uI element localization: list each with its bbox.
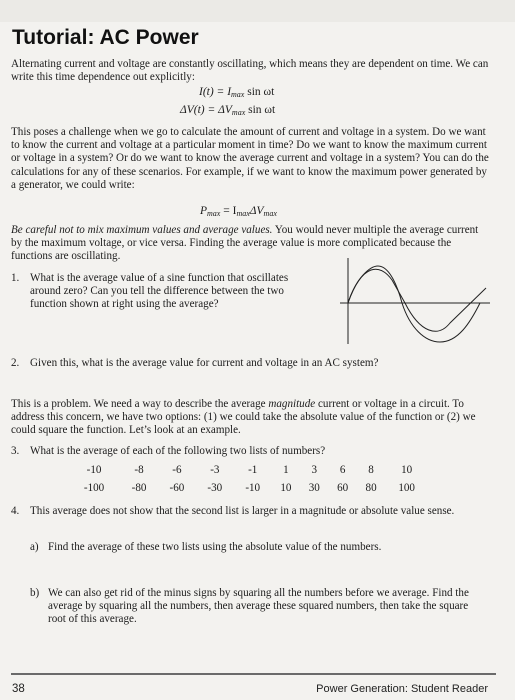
careful-rest: You would never multiple the average current by the maximum voltage, or vice versa. Finding the average value is more complicated because the functions are oscillating. <box>11 224 479 263</box>
q4-number: 4. <box>11 505 20 517</box>
eq3-p-sub: max <box>207 209 221 218</box>
equation-voltage <box>180 104 275 117</box>
footer-divider <box>11 673 496 675</box>
eq3-v-sub: max <box>263 209 277 218</box>
q4a-number: a) <box>30 541 39 553</box>
problem-pre: This is a problem. We need a way to describe the average <box>11 398 269 410</box>
q4b-number: b) <box>30 587 40 599</box>
sine-functions-figure <box>340 258 490 348</box>
eq3-eq: = I <box>220 205 237 217</box>
problem-italic: magnitude <box>268 398 316 410</box>
list2-value: -60 <box>169 482 185 494</box>
sine-curve-b <box>348 266 480 342</box>
list1-value: 6 <box>339 464 346 476</box>
eq3-p: P <box>200 205 208 217</box>
q1-number: 1. <box>11 272 20 284</box>
top-strip <box>0 0 515 22</box>
number-lists <box>68 461 428 497</box>
list1-value: -3 <box>210 464 220 476</box>
q2-number: 2. <box>11 357 20 369</box>
eq1-main: I(t) = I <box>199 86 232 98</box>
list-row-1 <box>68 461 428 479</box>
list1-value: -10 <box>86 464 102 476</box>
q3-text: What is the average of each of the following two lists of numbers? <box>30 445 326 457</box>
careful-italic: Be careful not to mix maximum values and average values. <box>11 224 273 236</box>
list2-value: 30 <box>308 482 320 494</box>
list1-value: 3 <box>311 464 318 476</box>
page-number: 38 <box>12 683 25 695</box>
footer-title: Power Generation: Student Reader <box>316 683 488 695</box>
list2-value: 60 <box>337 482 349 494</box>
q4a-text: Find the average of these two lists using the absolute value of the numbers. <box>48 541 382 553</box>
eq3-i-sub: max <box>236 209 250 218</box>
q4-text: This average does not show that the second list is larger in a magnitude or absolute value sense. <box>30 505 455 517</box>
equation-power <box>200 205 277 218</box>
list2-value: 10 <box>280 482 292 494</box>
list1-value: -8 <box>134 464 144 476</box>
eq2-main: ΔV(t) = ΔV <box>180 104 232 116</box>
list1-value: 8 <box>368 464 374 476</box>
q1-text: What is the average value of a sine function that oscillates around zero? Can you tell the difference between the two function shown at right using the average? <box>30 272 289 311</box>
sine-curve-a <box>348 269 486 331</box>
list2-value: -10 <box>245 482 261 494</box>
q3-number: 3. <box>11 445 20 457</box>
eq2-sub: max <box>231 108 246 117</box>
problem-post: current or voltage in a circuit. To address this concern, we have two options: (1) we could take the absolute value of the function or (2) we could square the function. Let’s look at an example. <box>11 398 476 437</box>
list2-value: 100 <box>398 482 415 494</box>
eq3-v: ΔV <box>249 205 264 217</box>
intro-paragraph: Alternating current and voltage are constantly oscillating, which means they are dependent on time. We can write this time dependence out explicitly: <box>11 58 489 84</box>
equation-current <box>199 86 274 99</box>
paragraph-challenge: This poses a challenge when we go to calculate the amount of current and voltage in a system. Do we want to know the current and voltage at a particular moment in time? Do we want to know the maximum current or voltage in a system? Or do we want to know the average current and voltage in a system? You can do the calculations for any of these scenarios. For example, if we want to know the maximum power generated by a generator, we could write: <box>11 126 489 191</box>
list1-value: -6 <box>172 464 182 476</box>
eq2-tail: sin ωt <box>245 104 276 116</box>
list2-value: 80 <box>365 482 377 494</box>
eq1-tail: sin ωt <box>244 86 275 98</box>
list2-value: -100 <box>83 482 105 494</box>
q2-text: Given this, what is the average value for current and voltage in an AC system? <box>30 357 379 369</box>
paragraph-problem <box>11 398 491 438</box>
page-title: Tutorial: AC Power <box>12 26 199 49</box>
eq1-sub: max <box>231 90 245 99</box>
list-row-2 <box>68 479 428 497</box>
list2-value: -80 <box>131 482 147 494</box>
q4b-text: We can also get rid of the minus signs by squaring all the numbers before we average. Find the average by squaring all the numbers, then average these squared numbers, then take the square root of this average. <box>48 587 469 626</box>
list2-value: -30 <box>207 482 223 494</box>
list1-value: 10 <box>401 464 413 476</box>
list1-value: -1 <box>248 464 258 476</box>
list1-value: 1 <box>283 464 289 476</box>
